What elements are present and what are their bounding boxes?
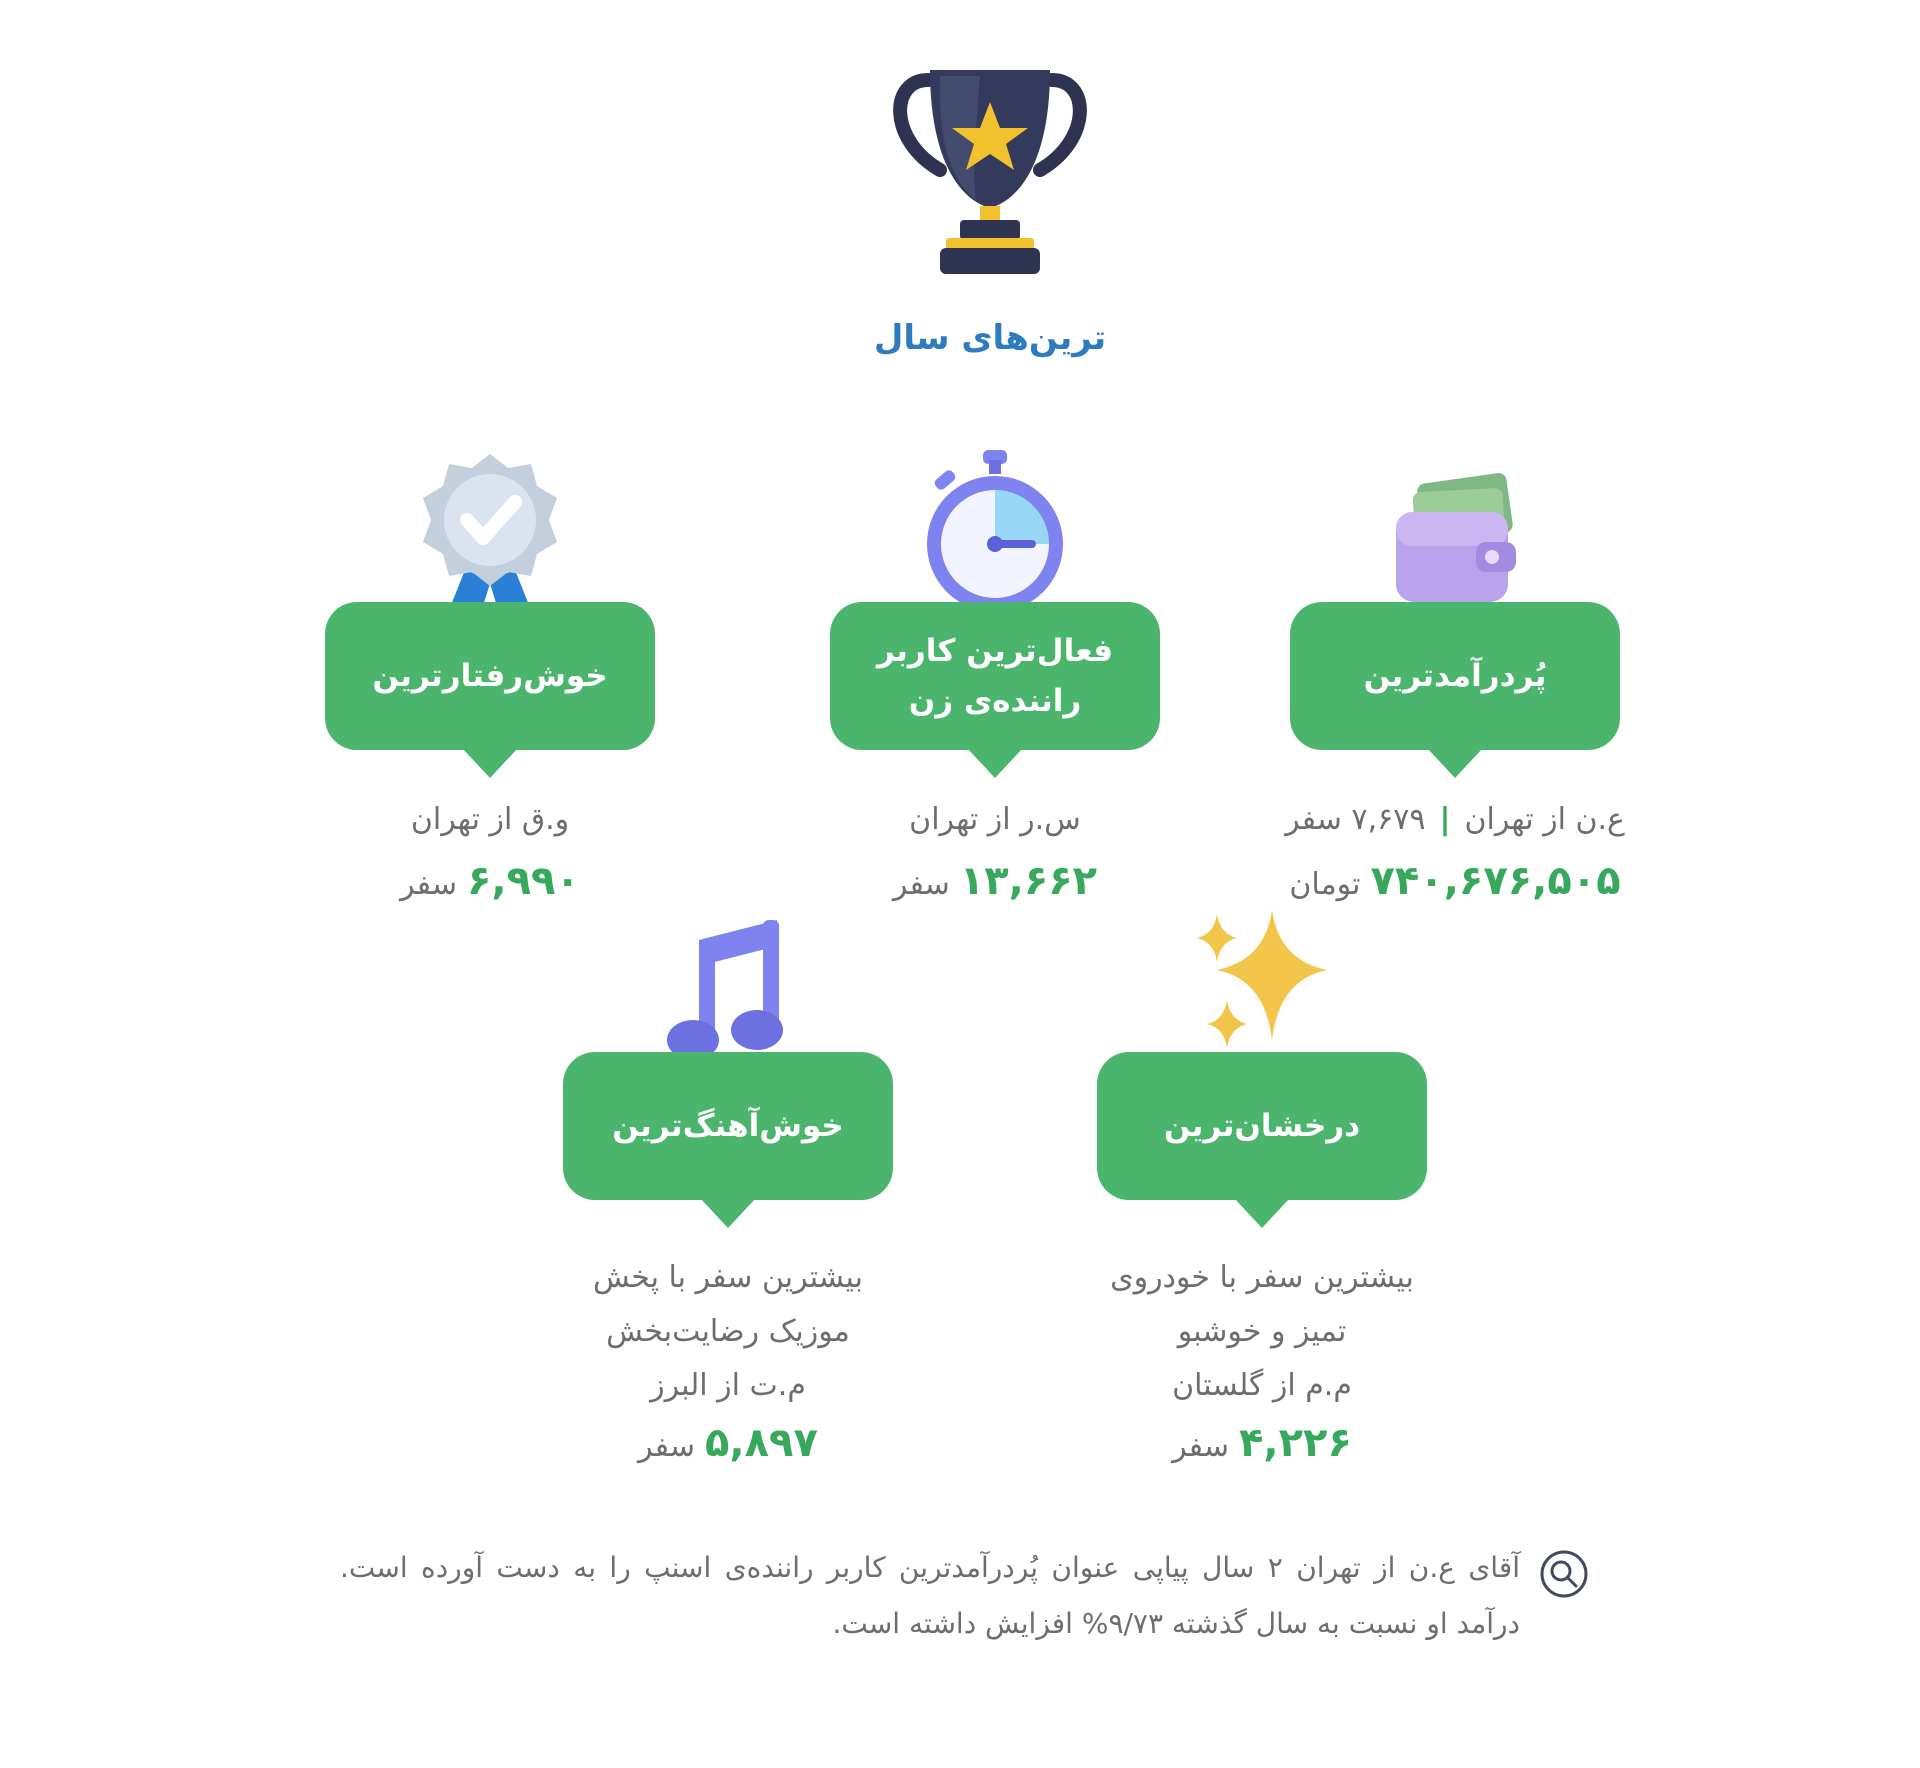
card-most-active-female: [830, 450, 1160, 970]
card-desc-line-1: بیشترین سفر با پخش: [593, 1260, 863, 1295]
wallet-icon: [1380, 450, 1530, 620]
card-value: ۶,۹۹۰: [467, 858, 580, 904]
trophy-icon: [880, 50, 1100, 290]
card-stat: [503, 1420, 953, 1466]
card-person: م.م از گلستان: [1172, 1368, 1352, 1403]
card-most-melodic: [563, 900, 893, 1466]
card-label: فعال‌ترین کاربر راننده‌ی زن: [830, 602, 1160, 750]
card-brightest: [1097, 900, 1427, 1466]
card-unit: سفر: [892, 867, 950, 902]
card-desc-line-2: تمیز و خوشبو: [1177, 1314, 1347, 1349]
card-trip-count: ۷,۶۷۹ سفر: [1285, 802, 1426, 837]
stopwatch-icon: [920, 450, 1070, 620]
page-title: ترین‌های سال: [873, 318, 1107, 358]
card-person: م.ت از البرز: [650, 1368, 806, 1403]
card-label: خوش‌آهنگ‌ترین: [563, 1052, 893, 1200]
card-label: پُردرآمدترین: [1290, 602, 1620, 750]
card-unit: تومان: [1289, 867, 1361, 902]
card-stat: [1037, 1420, 1487, 1466]
search-info-icon: [1538, 1548, 1590, 1600]
card-stat: [265, 858, 715, 904]
card-value: ۴,۲۲۶: [1239, 1420, 1352, 1466]
card-unit: سفر: [1172, 1429, 1229, 1464]
card-stat: [770, 858, 1220, 904]
sparkles-icon: [1187, 900, 1337, 1070]
card-unit: سفر: [400, 867, 457, 902]
card-person: [1230, 802, 1680, 837]
separator: |: [1439, 802, 1451, 837]
card-label: خوش‌رفتارترین: [325, 602, 655, 750]
card-stat: [1230, 858, 1680, 904]
card-value: ۷۴۰,۶۷۶,۵۰۵: [1370, 858, 1621, 904]
card-person-name: ع.ن از تهران: [1464, 802, 1625, 837]
card-value: ۱۳,۶۶۲: [959, 858, 1098, 904]
card-person: و.ق از تهران: [410, 802, 570, 837]
card-unit: سفر: [638, 1429, 695, 1464]
card-person: س.ر از تهران: [909, 802, 1081, 837]
card-best-behaved: [325, 450, 655, 970]
card-value: ۵,۸۹۷: [705, 1420, 818, 1466]
music-note-icon: [653, 900, 803, 1070]
card-desc-line-1: بیشترین سفر با خودروی: [1110, 1260, 1414, 1295]
badge-check-icon: [415, 450, 565, 620]
card-desc-line-2: موزیک رضایت‌بخش: [606, 1314, 850, 1349]
card-top-earner: [1285, 450, 1625, 970]
footnote: آقای ع.ن از تهران ۲ سال پیاپی عنوان پُردرآمدترین کاربر راننده‌ی اسنپ را به دست آورده است. درآمد او نسبت به سال گذشته ۹/۷۳% افزایش داشته است.: [340, 1551, 1520, 1640]
card-label: درخشان‌ترین: [1097, 1052, 1427, 1200]
